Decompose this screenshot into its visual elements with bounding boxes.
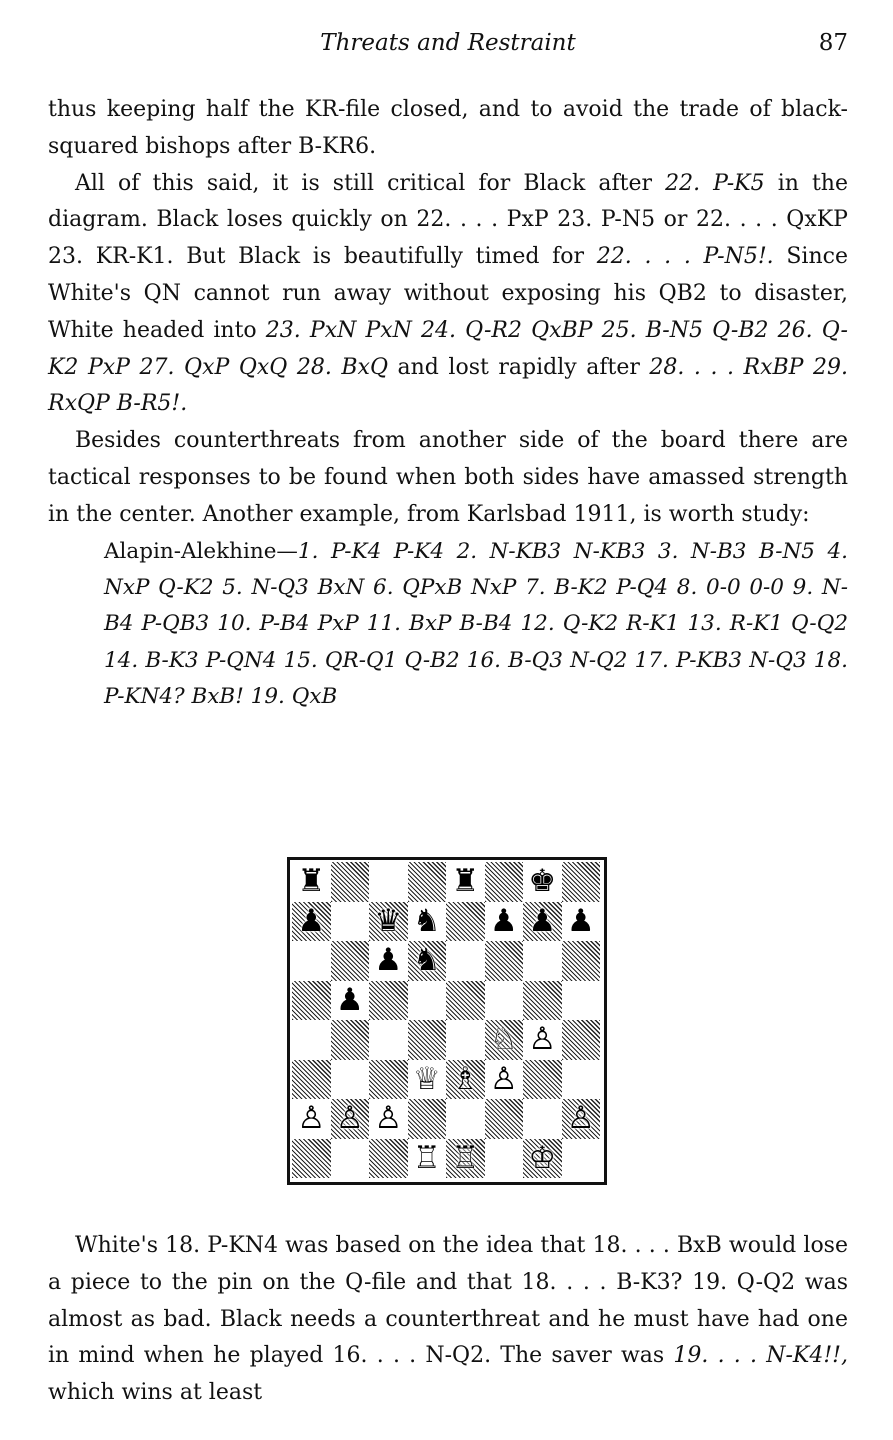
paragraph-4 [48, 1228, 848, 1412]
black-queen-piece: ♛ [374, 902, 403, 939]
white-queen-piece: ♕ [412, 1060, 441, 1097]
board-square [292, 1139, 331, 1179]
board-square [562, 1139, 601, 1179]
board-square [446, 1060, 485, 1100]
white-rook-piece: ♖ [451, 1139, 480, 1176]
board-square [408, 1060, 447, 1100]
board-square [446, 981, 485, 1021]
board-square [523, 862, 562, 902]
game-moves: 1. P-K4 P-K4 2. N-KB3 N-KB3 3. N-B3 B-N5 4. NxP Q-K2 5. N-Q3 BxN 6. QPxB NxP 7. B-K2 P-Q4 8. 0-0 0-0 9. N-B4 P-QB3 10. P-B4 PxP 11. BxP B-B4 12. Q-K2 R-K1 13. R-K1 Q-Q2 14. B-K3 P-QN4 15. QR-Q1 Q-B2 16. B-Q3 N-Q2 17. P-KB3 N-Q3 18. P-KN4? BxB! 19. QxB [104, 538, 848, 710]
black-pawn-piece: ♟ [489, 902, 518, 939]
game-score [48, 534, 848, 716]
board-square [408, 1020, 447, 1060]
board-square [408, 981, 447, 1021]
paragraph-3: Besides counterthreats from another side of the board there are tactical responses to be found when both sides have amassed strength in the center. Another example, from Karlsbad 1911, is worth study: [48, 428, 848, 527]
board-square [446, 902, 485, 942]
page-header [48, 30, 848, 64]
board-square [408, 1099, 447, 1139]
board-square [523, 1139, 562, 1179]
text-run: 28. . . . RxBP 29. RxQP B-R5!. [48, 354, 848, 417]
text-run: White's 18. P-KN4 was based on the idea that 18. . . . BxB would lose a piece to the pin on the Q-file and that 18. . . . B-K3? 19. Q-Q2 was almost as bad. Black needs a counterthreat and he must have had one in mind when he played 16. . . . N-Q2. The saver was [48, 1233, 848, 1369]
board-square [408, 862, 447, 902]
board-square [523, 1020, 562, 1060]
black-rook-piece: ♜ [297, 863, 326, 900]
board-square [369, 902, 408, 942]
board-square [292, 981, 331, 1021]
board-square [523, 981, 562, 1021]
board-square [562, 981, 601, 1021]
board-square [331, 1099, 370, 1139]
board-square [292, 902, 331, 942]
white-rook-piece: ♖ [412, 1139, 441, 1176]
board-square [369, 1099, 408, 1139]
white-pawn-piece: ♙ [297, 1100, 326, 1137]
board-square [485, 902, 524, 942]
white-pawn-piece: ♙ [528, 1021, 557, 1058]
white-king-piece: ♔ [528, 1139, 557, 1176]
paragraph-2 [48, 166, 848, 424]
board-square [485, 1139, 524, 1179]
board-square [331, 862, 370, 902]
board-square [562, 1020, 601, 1060]
black-pawn-piece: ♟ [566, 902, 595, 939]
board-square [331, 1020, 370, 1060]
board-square [331, 1060, 370, 1100]
board-square [369, 1020, 408, 1060]
white-pawn-piece: ♙ [566, 1100, 595, 1137]
chess-board [292, 862, 602, 1178]
white-knight-piece: ♘ [489, 1021, 518, 1058]
board-square [523, 941, 562, 981]
board-square [562, 862, 601, 902]
board-square [369, 1060, 408, 1100]
paragraph-1: thus keeping half the KR-file closed, and to avoid the trade of black-squared bishops after B-KR6. [48, 97, 848, 159]
board-square [369, 981, 408, 1021]
board-square [408, 941, 447, 981]
board-square [408, 902, 447, 942]
white-bishop-piece: ♗ [451, 1060, 480, 1097]
black-pawn-piece: ♟ [528, 902, 557, 939]
text-run: and lost rapidly after [387, 354, 650, 380]
black-rook-piece: ♜ [451, 863, 480, 900]
board-square [369, 941, 408, 981]
game-players: Alapin-Alekhine— [104, 538, 298, 564]
board-square [485, 1020, 524, 1060]
board-square [446, 1139, 485, 1179]
chess-diagram [287, 857, 607, 1185]
text-run: 22. . . . P-N5!. [596, 244, 774, 270]
black-pawn-piece: ♟ [297, 902, 326, 939]
board-square [292, 1099, 331, 1139]
text-run: 23. PxN PxN 24. Q-R2 QxBP 25. B-N5 Q-B2 26. Q-K2 PxP 27. QxP QxQ 28. BxQ [48, 317, 848, 380]
board-square [446, 1099, 485, 1139]
running-title: Threats and Restraint [320, 30, 576, 56]
board-square [292, 941, 331, 981]
board-square [331, 1139, 370, 1179]
board-square [485, 941, 524, 981]
board-square [562, 941, 601, 981]
board-square [408, 1139, 447, 1179]
board-square [562, 902, 601, 942]
text-run: 19. . . . N-K4!!, [673, 1343, 848, 1369]
text-run: which wins at least [48, 1380, 263, 1406]
black-king-piece: ♚ [528, 863, 557, 900]
board-square [485, 981, 524, 1021]
board-square [446, 941, 485, 981]
text-run: Since White's QN cannot run away without exposing his QB2 to disaster, White headed into [48, 244, 848, 343]
text-run: 22. P-K5 [665, 170, 765, 196]
white-pawn-piece: ♙ [489, 1060, 518, 1097]
white-pawn-piece: ♙ [335, 1100, 364, 1137]
board-square [292, 862, 331, 902]
board-square [562, 1060, 601, 1100]
board-square [523, 1099, 562, 1139]
board-square [292, 1060, 331, 1100]
board-square [331, 902, 370, 942]
board-square [369, 1139, 408, 1179]
board-square [292, 1020, 331, 1060]
white-pawn-piece: ♙ [374, 1100, 403, 1137]
black-pawn-piece: ♟ [374, 942, 403, 979]
board-square [485, 1060, 524, 1100]
black-pawn-piece: ♟ [335, 981, 364, 1018]
black-knight-piece: ♞ [412, 942, 441, 979]
page-number: 87 [818, 30, 848, 56]
board-square [446, 862, 485, 902]
board-square [331, 941, 370, 981]
text-run: All of this said, it is still critical for Black after [75, 170, 666, 196]
board-square [446, 1020, 485, 1060]
board-square [369, 862, 408, 902]
board-square [485, 862, 524, 902]
text-body [48, 92, 848, 716]
board-square [485, 1099, 524, 1139]
board-square [331, 981, 370, 1021]
black-knight-piece: ♞ [412, 902, 441, 939]
text-run: in the diagram. Black loses quickly on 22. . . . PxP 23. P-N5 or 22. . . . QxKP 23. KR-K1. But Black is beautifully timed for [48, 170, 848, 270]
board-square [523, 1060, 562, 1100]
text-after-diagram [48, 1228, 848, 1412]
board-square [523, 902, 562, 942]
board-square [562, 1099, 601, 1139]
